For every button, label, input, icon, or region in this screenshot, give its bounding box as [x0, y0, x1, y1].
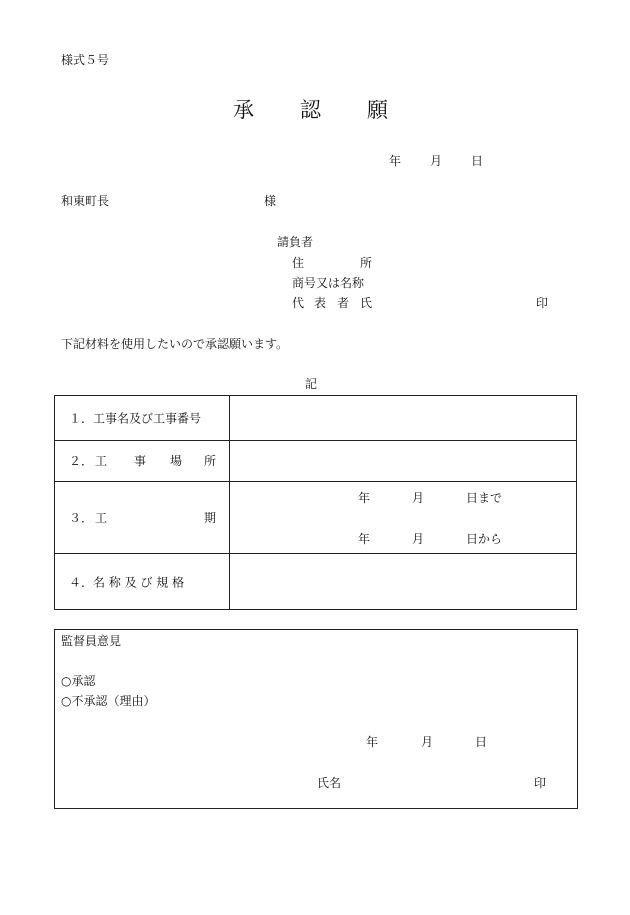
title-char-3: 願 [367, 98, 388, 122]
applicant-heading: 請負者 [277, 235, 314, 249]
rep-label-2: 表 [314, 296, 327, 310]
title-char-2: 認 [300, 98, 321, 122]
row3-number: ３． [69, 511, 94, 525]
project-name-field[interactable] [230, 396, 577, 441]
row1-label: １．工事名及び工事番号 [69, 411, 202, 426]
address-label-1: 住 [292, 256, 305, 270]
rep-label-1: 代 [292, 296, 305, 310]
addressee-name: 和東町長 [61, 194, 110, 208]
supervisor-box [54, 629, 578, 809]
row3-char-2: 期 [204, 511, 217, 525]
title-char-1: 承 [233, 98, 254, 122]
rep-label-4: 氏 [360, 296, 373, 310]
table-row-period [55, 482, 577, 554]
period-field[interactable] [230, 482, 577, 554]
period-end-day: 日まで [466, 491, 503, 505]
form-number: 様式５号 [61, 53, 110, 67]
table-row-project-name [55, 396, 577, 441]
option-approve[interactable]: ○承認 [61, 674, 96, 688]
supervisor-date-month: 月 [421, 735, 434, 749]
row2-char-3: 場 [170, 454, 183, 468]
supervisor-heading: 監督員意見 [61, 634, 122, 648]
intro-text: 下記材料を使用したいので承認願います。 [61, 337, 289, 351]
period-start-year: 年 [358, 532, 371, 546]
supervisor-seal: 印 [534, 776, 547, 790]
period-start-day: 日から [466, 532, 503, 546]
row2-char-2: 事 [134, 454, 147, 468]
applicant-seal: 印 [536, 296, 549, 310]
table-row-material [55, 554, 577, 610]
address-label-2: 所 [360, 256, 373, 270]
supervisor-date-year: 年 [366, 735, 379, 749]
option-reject[interactable]: ○不承認（理由） [61, 694, 156, 708]
period-end-month: 月 [412, 491, 425, 505]
row4-label-cell [55, 554, 230, 610]
supervisor-date-day: 日 [475, 735, 488, 749]
row2-char-1: 工 [95, 454, 108, 468]
period-start-month: 月 [412, 532, 425, 546]
table-row-location [55, 441, 577, 482]
material-field[interactable] [230, 554, 577, 610]
row4-label: ４．名 称 及 び 規 格 [69, 575, 185, 589]
supervisor-name-label: 氏名 [317, 776, 342, 790]
row2-char-4: 所 [204, 454, 217, 468]
row3-char-1: 工 [95, 511, 108, 525]
application-table [54, 395, 577, 610]
ki-label: 記 [305, 377, 318, 391]
row3-label-cell [55, 482, 230, 554]
date-year: 年 [389, 154, 402, 168]
rep-label-3: 者 [337, 296, 350, 310]
addressee-honorific: 様 [264, 194, 277, 208]
period-end-year: 年 [358, 491, 371, 505]
date-month: 月 [430, 154, 443, 168]
location-field[interactable] [230, 441, 577, 482]
row2-number: ２． [69, 454, 94, 468]
date-day: 日 [471, 154, 484, 168]
company-label: 商号又は名称 [292, 276, 365, 290]
row1-label-cell [55, 396, 230, 441]
row2-label-cell [55, 441, 230, 482]
